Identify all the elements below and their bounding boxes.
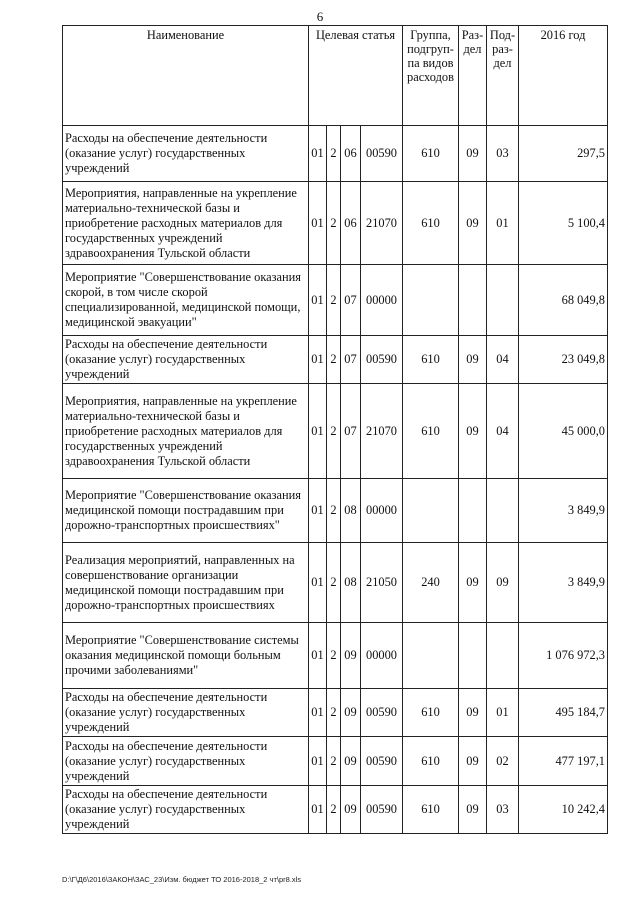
expense-group: 610 [403,786,459,834]
section-code: 09 [459,126,487,182]
amount-2016: 297,5 [519,126,608,182]
table-row [63,623,608,689]
section-code [459,623,487,689]
row-name: Реализация мероприятий, направленных на совершенствование организации медицинской помощи пострадавшим при дорожно-транспортных происшествиях [63,543,309,623]
row-name: Расходы на обеспечение деятельности (оказание услуг) государственных учреждений [63,689,309,737]
row-name: Мероприятие "Совершенствование системы оказания медицинской помощи больным прочими заболеваниями" [63,623,309,689]
subsection-code: 04 [487,384,519,479]
subsection-code: 04 [487,336,519,384]
row-name: Мероприятия, направленные на укрепление материально-технической базы и приобретение расходных материалов для государственных учреждений здравоохранения Тульской области [63,182,309,265]
target-code-1: 01 [309,384,327,479]
target-code-3: 07 [341,336,361,384]
target-code-2: 2 [327,182,341,265]
target-code-4: 21050 [361,543,403,623]
expense-group: 610 [403,336,459,384]
table-row [63,336,608,384]
table-body [63,126,608,834]
target-code-4: 21070 [361,182,403,265]
target-code-2: 2 [327,384,341,479]
section-code: 09 [459,786,487,834]
subsection-code: 02 [487,737,519,786]
target-code-3: 09 [341,623,361,689]
table-row [63,265,608,336]
target-code-3: 09 [341,689,361,737]
section-code [459,479,487,543]
target-code-4: 00590 [361,126,403,182]
expense-group: 610 [403,126,459,182]
amount-2016: 10 242,4 [519,786,608,834]
file-path-footer: D:\Г\Д6\2016\ЗАКОН\ЗАС_23\Изм. бюджет ТО 2016-2018_2 чт\pr8.xls [62,875,302,884]
row-name: Расходы на обеспечение деятельности (оказание услуг) государственных учреждений [63,737,309,786]
section-code: 09 [459,336,487,384]
target-code-4: 21070 [361,384,403,479]
expense-group [403,265,459,336]
table-row [63,126,608,182]
subsection-code [487,265,519,336]
target-code-3: 07 [341,265,361,336]
page-number: 6 [316,9,324,24]
expense-group: 610 [403,182,459,265]
row-name: Расходы на обеспечение деятельности (оказание услуг) государственных учреждений [63,786,309,834]
target-code-2: 2 [327,336,341,384]
target-code-1: 01 [309,182,327,265]
section-code: 09 [459,384,487,479]
amount-2016: 23 049,8 [519,336,608,384]
amount-2016: 5 100,4 [519,182,608,265]
table-row [63,384,608,479]
expense-group: 240 [403,543,459,623]
section-code: 09 [459,689,487,737]
amount-2016: 495 184,7 [519,689,608,737]
amount-2016: 68 049,8 [519,265,608,336]
target-code-3: 09 [341,737,361,786]
target-code-4: 00590 [361,786,403,834]
target-code-2: 2 [327,126,341,182]
table-row [63,543,608,623]
target-code-1: 01 [309,479,327,543]
header-subsection: Под-раз-дел [487,26,519,126]
table-row [63,737,608,786]
expense-group [403,623,459,689]
target-code-2: 2 [327,786,341,834]
target-code-1: 01 [309,786,327,834]
subsection-code: 03 [487,126,519,182]
amount-2016: 3 849,9 [519,479,608,543]
target-code-1: 01 [309,265,327,336]
target-code-3: 07 [341,384,361,479]
section-code: 09 [459,543,487,623]
target-code-3: 06 [341,182,361,265]
header-group: Группа, подгруп-па видов расходов [403,26,459,126]
target-code-1: 01 [309,737,327,786]
table-row [63,479,608,543]
section-code: 09 [459,182,487,265]
row-name: Расходы на обеспечение деятельности (оказание услуг) государственных учреждений [63,336,309,384]
row-name: Расходы на обеспечение деятельности (оказание услуг) государственных учреждений [63,126,309,182]
target-code-2: 2 [327,623,341,689]
target-code-2: 2 [327,737,341,786]
target-code-1: 01 [309,689,327,737]
header-section: Раз-дел [459,26,487,126]
table-row [63,689,608,737]
budget-table [62,25,608,834]
expense-group: 610 [403,737,459,786]
target-code-4: 00590 [361,737,403,786]
subsection-code: 03 [487,786,519,834]
target-code-4: 00590 [361,689,403,737]
subsection-code: 01 [487,182,519,265]
row-name: Мероприятие "Совершенствование оказания медицинской помощи пострадавшим при дорожно-транспортных происшествиях" [63,479,309,543]
section-code [459,265,487,336]
header-year: 2016 год [519,26,608,126]
target-code-1: 01 [309,543,327,623]
expense-group: 610 [403,384,459,479]
amount-2016: 477 197,1 [519,737,608,786]
amount-2016: 3 849,9 [519,543,608,623]
target-code-2: 2 [327,265,341,336]
amount-2016: 45 000,0 [519,384,608,479]
target-code-3: 08 [341,543,361,623]
subsection-code [487,479,519,543]
header-row [63,26,608,126]
target-code-3: 08 [341,479,361,543]
target-code-3: 09 [341,786,361,834]
target-code-3: 06 [341,126,361,182]
target-code-4: 00000 [361,623,403,689]
table-row [63,182,608,265]
target-code-2: 2 [327,689,341,737]
expense-group: 610 [403,689,459,737]
header-target-article: Целевая статья [309,26,403,126]
target-code-4: 00000 [361,265,403,336]
target-code-1: 01 [309,623,327,689]
section-code: 09 [459,737,487,786]
row-name: Мероприятие "Совершенствование оказания скорой, в том числе скорой специализированной, медицинской помощи, медицинской эвакуации" [63,265,309,336]
table-row [63,786,608,834]
subsection-code: 01 [487,689,519,737]
target-code-2: 2 [327,543,341,623]
target-code-1: 01 [309,126,327,182]
expense-group [403,479,459,543]
row-name: Мероприятия, направленные на укрепление материально-технической базы и приобретение расходных материалов для государственных учреждений здравоохранения Тульской области [63,384,309,479]
subsection-code [487,623,519,689]
target-code-1: 01 [309,336,327,384]
header-name: Наименование [63,26,309,126]
target-code-4: 00000 [361,479,403,543]
target-code-2: 2 [327,479,341,543]
target-code-4: 00590 [361,336,403,384]
amount-2016: 1 076 972,3 [519,623,608,689]
subsection-code: 09 [487,543,519,623]
